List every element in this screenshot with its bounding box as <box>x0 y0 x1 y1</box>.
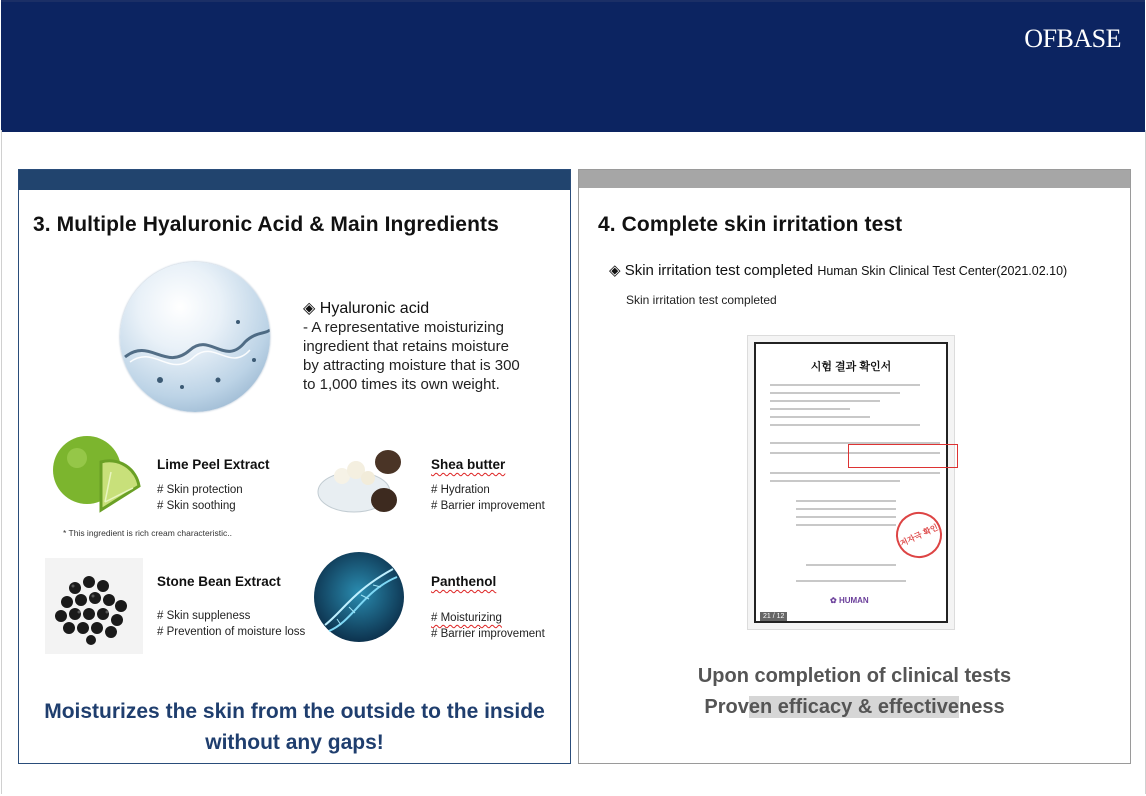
ingredient-tag: # Moisturizing <box>431 612 502 624</box>
certificate-text-line <box>770 480 900 482</box>
certificate-text-line <box>770 400 880 402</box>
header-banner <box>1 0 1145 132</box>
test-date: (2021.02.10) <box>996 264 1068 278</box>
hyaluronic-water-image <box>120 262 270 412</box>
test-certificate-image <box>747 335 955 630</box>
hyaluronic-line: to 1,000 times its own weight. <box>303 376 500 393</box>
certificate-page-number: 21 / 12 <box>760 612 787 621</box>
slogan-line: Moisturizes the skin from the outside to the inside <box>44 700 545 723</box>
conclusion-highlight: en efficacy & effective <box>748 696 959 718</box>
ingredient-tag: # Skin soothing <box>157 500 236 512</box>
conclusion-line: Upon completion of clinical tests <box>697 665 1012 687</box>
ingredient-tags-panthenol <box>431 610 545 642</box>
conclusion-line: Proven efficacy & effectiveness <box>704 696 1005 718</box>
hyaluronic-line: - A representative moisturizing <box>303 319 504 336</box>
certificate-table-line <box>796 500 896 502</box>
ingredient-note: * This ingredient is rich cream characteristic.. <box>63 528 232 538</box>
section-title-ingredients: 3. Multiple Hyaluronic Acid & Main Ingredients <box>33 213 499 236</box>
ingredient-name-stone-bean: Stone Bean Extract <box>157 574 281 589</box>
stone-bean-image <box>45 558 143 654</box>
test-completed-text: Skin irritation test completed <box>624 262 814 279</box>
ingredient-name-panthenol: Panthenol <box>431 574 497 589</box>
test-center-name: Human Skin Clinical Test Center <box>817 264 997 278</box>
certificate-text-line <box>770 408 850 410</box>
certificate-table-line <box>796 508 896 510</box>
certificate-text-line <box>796 580 906 582</box>
hyaluronic-line: ingredient that retains moisture <box>303 338 509 355</box>
certificate-table-line <box>796 516 896 518</box>
certificate-logo: ✿ HUMAN <box>830 596 869 605</box>
certificate-text-line <box>806 564 896 566</box>
lime-image <box>49 432 141 514</box>
ingredient-tag: # Skin protection <box>157 484 243 496</box>
ingredient-tag: # Hydration <box>431 484 490 496</box>
hyaluronic-heading <box>303 299 520 318</box>
slogan-line: without any gaps! <box>205 731 384 754</box>
ingredient-tag: # Skin suppleness <box>157 610 251 622</box>
ingredient-tag: # Prevention of moisture loss <box>157 626 306 638</box>
ingredient-name-shea: Shea butter <box>431 457 506 472</box>
ingredient-tags-stone-bean <box>157 608 305 640</box>
certificate-text-line <box>770 416 870 418</box>
clinical-conclusion <box>579 661 1130 723</box>
certificate-highlight-box <box>848 444 958 468</box>
irritation-test-panel <box>578 169 1131 764</box>
diamond-bullet-icon: ◈ <box>609 262 621 279</box>
ingredient-tag: # Barrier improvement <box>431 500 545 512</box>
certificate-table-line <box>796 524 896 526</box>
moisture-slogan <box>19 696 570 758</box>
hyaluronic-name: Hyaluronic acid <box>319 300 430 317</box>
panel-top-bar <box>579 170 1130 188</box>
ingredient-name-lime: Lime Peel Extract <box>157 457 270 472</box>
panthenol-dna-image <box>313 551 405 643</box>
certificate-title: 시험 결과 확인서 <box>810 361 892 373</box>
test-caption: Skin irritation test completed <box>626 293 777 307</box>
ingredient-tag: # Barrier improvement <box>431 628 545 640</box>
shea-butter-image <box>316 440 406 518</box>
ingredient-tags-shea <box>431 482 545 514</box>
hyaluronic-description <box>303 299 520 394</box>
ingredient-tags-lime <box>157 482 243 514</box>
certificate-text-line <box>770 384 920 386</box>
section-title-irritation: 4. Complete skin irritation test <box>598 213 903 236</box>
test-completed-line <box>609 261 1067 279</box>
hyaluronic-line: by attracting moisture that is 300 <box>303 357 520 374</box>
certificate-text-line <box>770 472 940 474</box>
panel-top-bar <box>19 170 570 190</box>
certificate-text-line <box>770 424 920 426</box>
certificate-text-line <box>770 392 900 394</box>
ingredients-panel <box>18 169 571 764</box>
diamond-bullet-icon: ◈ <box>303 300 316 317</box>
certificate-stamp: 저자극 확인 <box>888 504 949 565</box>
certificate-frame <box>754 342 948 623</box>
brand-logo: OFBASE <box>1024 24 1121 53</box>
